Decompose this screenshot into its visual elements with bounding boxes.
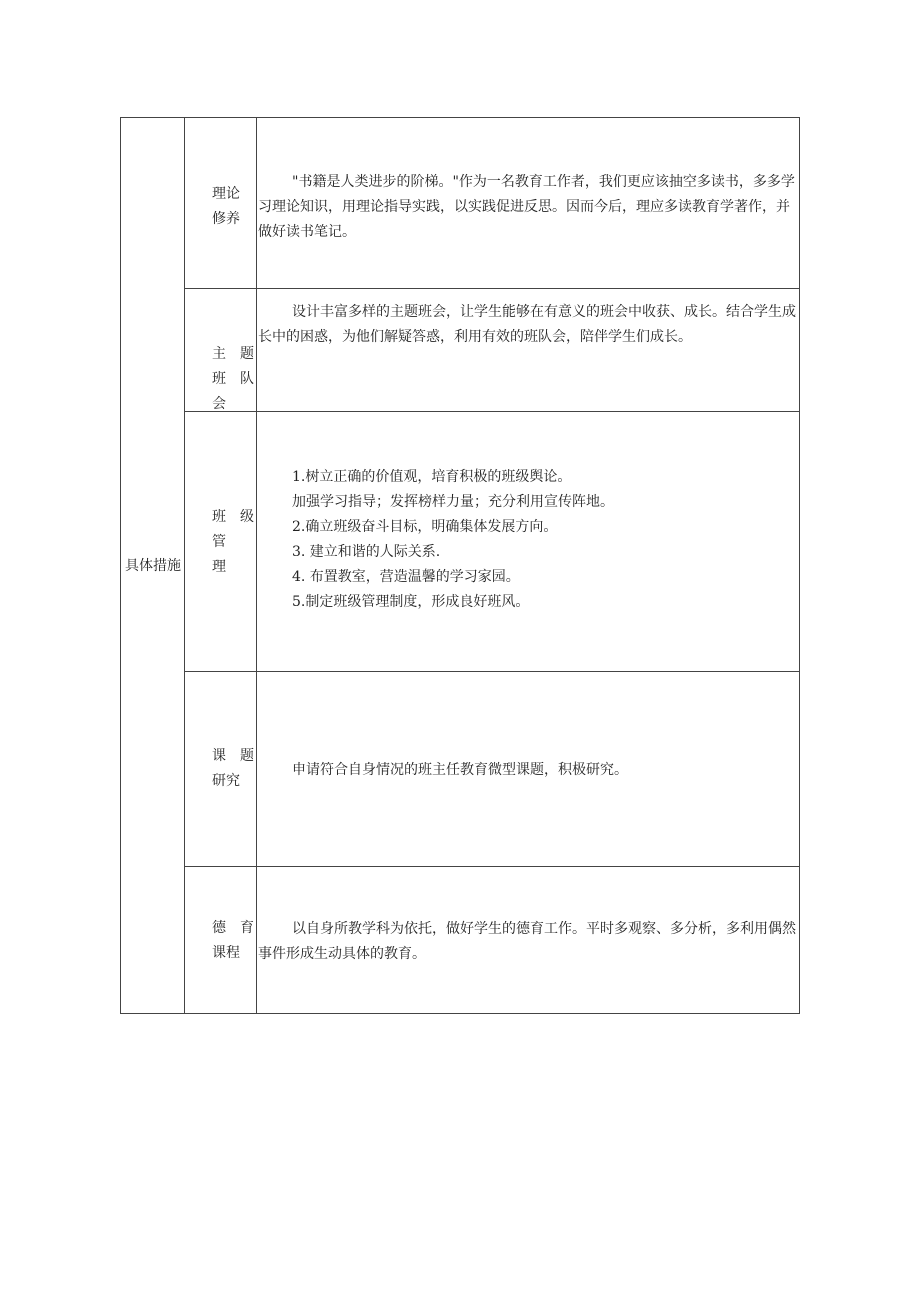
label-line: 主 题 (212, 346, 254, 362)
row-label-theme-meeting (212, 342, 284, 417)
list-item: 3. 建立和谐的人际关系. (292, 544, 441, 560)
label-line: 课 题 (212, 748, 254, 764)
row-divider (185, 866, 799, 867)
label-line: 班 队 (212, 371, 254, 387)
list-item: 加强学习指导；发挥榜样力量；充分利用宣传阵地。 (292, 494, 614, 510)
content-text: 设计丰富多样的主题班会，让学生能够在有意义的班会中收获、成长。结合学生成长中的困惑，为他们解疑答惑，利用有效的班队会，陪伴学生们成长。 (258, 304, 796, 345)
label-line: 班 级 (212, 509, 254, 525)
list-item: 5.制定班级管理制度，形成良好班风。 (292, 594, 530, 610)
row-divider (185, 671, 799, 672)
label-line: 理论 (212, 186, 240, 202)
label-line: 研究 (212, 773, 240, 789)
content-text: "书籍是人类进步的阶梯。"作为一名教育工作者，我们更应该抽空多读书，多多学习理论知识，用理论指导实践，以实践促进反思。因而今后，理应多读教育学著作，并做好读书笔记。 (258, 174, 795, 240)
label-line: 管 (212, 534, 226, 550)
row-content-theory (258, 170, 798, 245)
list-item: 4. 布置教室，营造温馨的学习家园。 (292, 569, 520, 585)
label-line: 修养 (212, 211, 240, 227)
measures-table (120, 117, 800, 1014)
row-content-theme-meeting (258, 300, 798, 350)
label-line: 课程 (212, 945, 240, 961)
row-content-research (258, 758, 798, 783)
content-text: 以自身所教学科为依托，做好学生的德育工作。平时多观察、多分析，多利用偶然事件形成生动具体的教育。 (258, 921, 796, 962)
category-cell: 具体措施 (125, 558, 181, 574)
row-content-moral-course (258, 917, 798, 967)
row-divider (185, 288, 799, 289)
content-text: 申请符合自身情况的班主任教育微型课题，积极研究。 (292, 762, 628, 778)
label-line: 会 (212, 396, 226, 412)
label-line: 理 (212, 559, 226, 575)
label-line: 德 育 (212, 920, 254, 936)
list-item: 2.确立班级奋斗目标，明确集体发展方向。 (292, 519, 558, 535)
row-content-class-management (258, 465, 832, 615)
list-item: 1.树立正确的价值观，培育积极的班级舆论。 (292, 469, 572, 485)
